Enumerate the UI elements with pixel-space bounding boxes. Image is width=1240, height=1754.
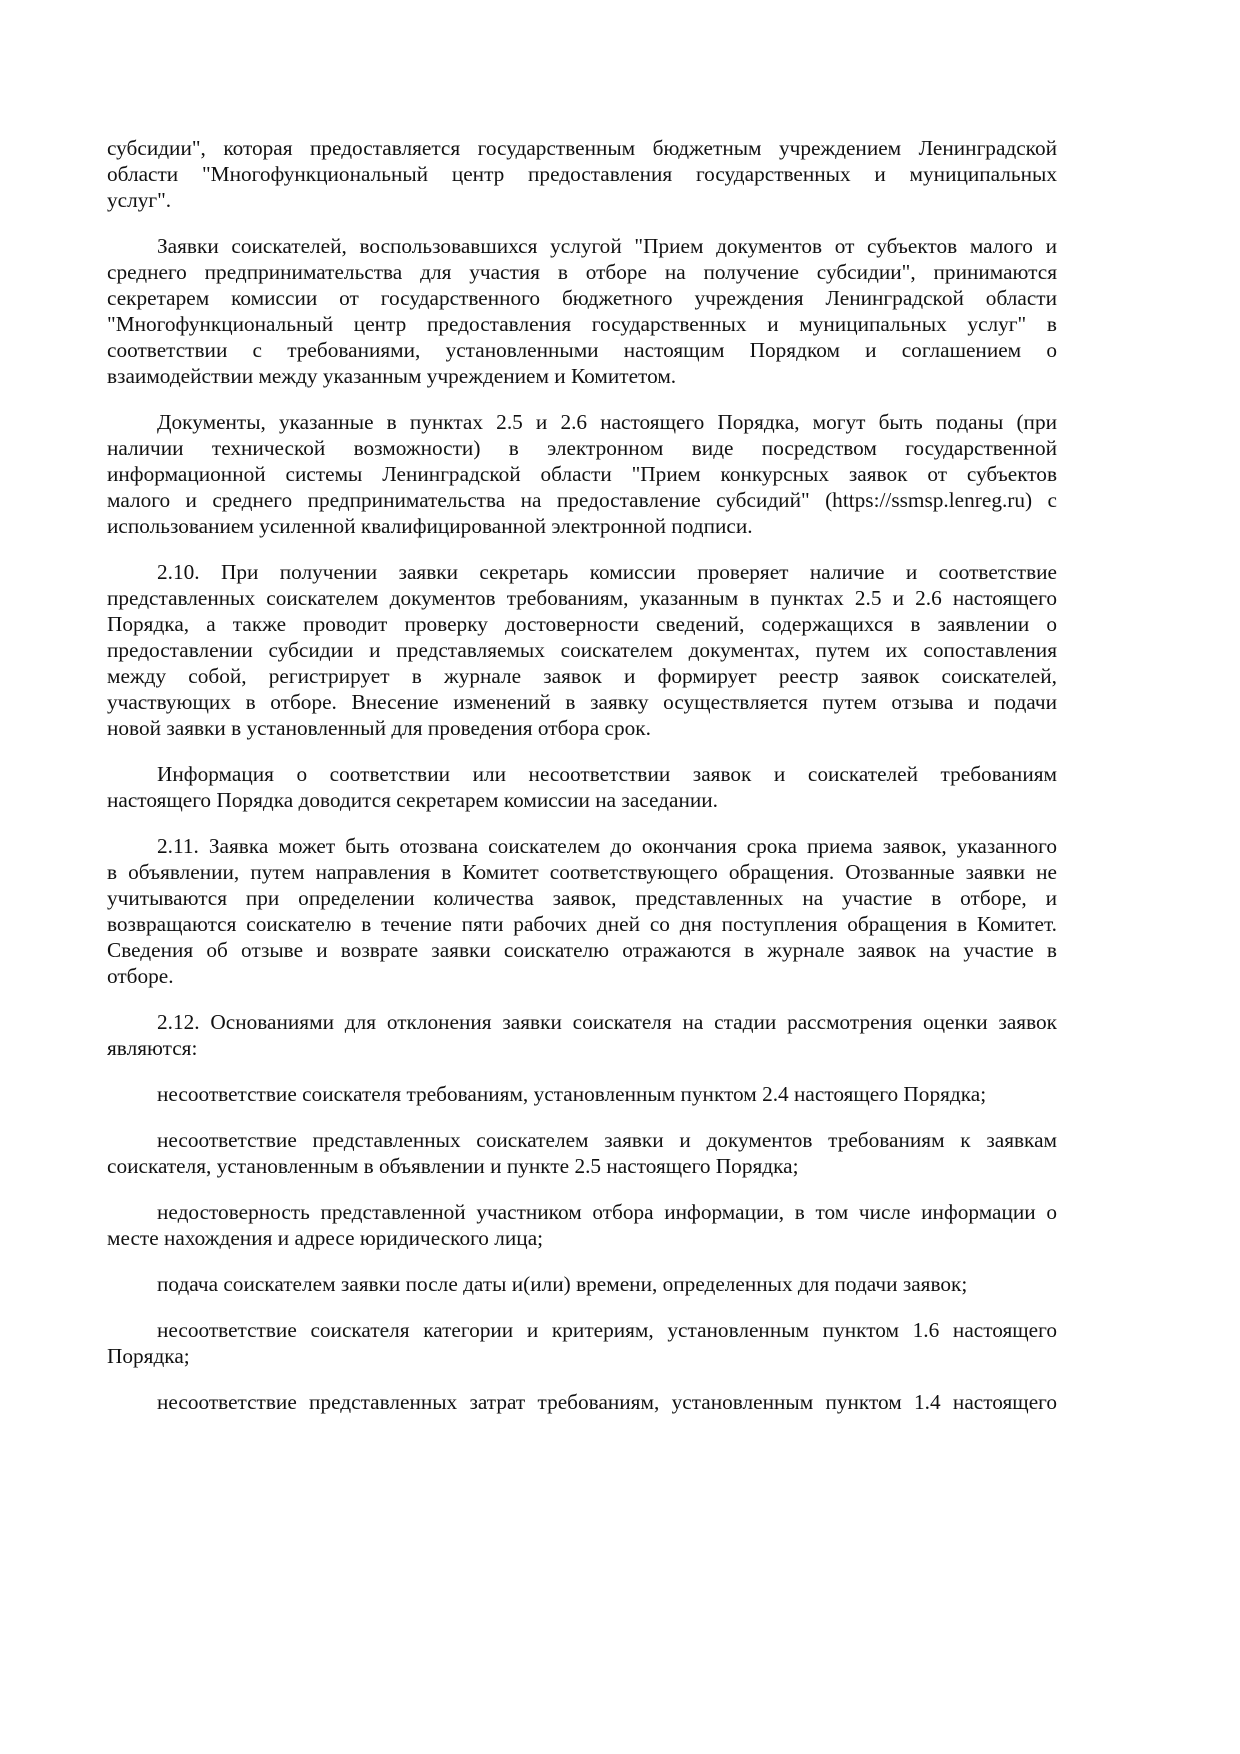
text-line: недостоверность представленной участником отбора информации, в том числе информации о — [157, 1200, 1057, 1224]
paragraph — [107, 1127, 1057, 1179]
text-line: участвующих в отборе. Внесение изменений в заявку осуществляется путем отзыва и подачи — [107, 690, 1057, 714]
text-line: несоответствие представленных соискателем заявки и документов требованиям к заявкам — [157, 1128, 1057, 1152]
text-line: 2.12. Основаниями для отклонения заявки соискателя на стадии рассмотрения оценки заявок — [157, 1010, 1057, 1034]
text-line: использованием усиленной квалифицированной электронной подписи. — [107, 514, 753, 538]
text-line: среднего предпринимательства для участия в отборе на получение субсидии", принимаются — [107, 260, 1057, 284]
text-line: новой заявки в установленный для проведения отбора срок. — [107, 716, 651, 740]
paragraph — [107, 1317, 1057, 1369]
text-line: в объявлении, путем направления в Комитет соответствующего обращения. Отозванные заявки не — [107, 860, 1057, 884]
text-line: представленных соискателем документов требованиям, указанным в пунктах 2.5 и 2.6 настоящего — [107, 586, 1057, 610]
text-line: настоящего Порядка доводится секретарем комиссии на заседании. — [107, 788, 718, 812]
text-line: возвращаются соискателю в течение пяти рабочих дней со дня поступления обращения в Комитет. — [107, 912, 1057, 936]
text-line: Документы, указанные в пунктах 2.5 и 2.6 настоящего Порядка, могут быть поданы (при — [157, 410, 1057, 434]
text-line: информационной системы Ленинградской области "Прием конкурсных заявок от субъектов — [107, 462, 1057, 486]
text-line: секретарем комиссии от государственного бюджетного учреждения Ленинградской области — [107, 286, 1057, 310]
paragraph — [107, 761, 1057, 813]
paragraph — [107, 233, 1057, 389]
text-line: Информация о соответствии или несоответствии заявок и соискателей требованиям — [157, 762, 1057, 786]
paragraph — [107, 1271, 1057, 1297]
text-line: являются: — [107, 1036, 198, 1060]
paragraph — [107, 1081, 1057, 1107]
text-line: Порядка, а также проводит проверку достоверности сведений, содержащихся в заявлении о — [107, 612, 1057, 636]
paragraph — [107, 1199, 1057, 1251]
text-line: Заявки соискателей, воспользовавшихся услугой "Прием документов от субъектов малого и — [157, 234, 1057, 258]
text-line: между собой, регистрирует в журнале заявок и формирует реестр заявок соискателей, — [107, 664, 1057, 688]
text-line: области "Многофункциональный центр предоставления государственных и муниципальных — [107, 162, 1057, 186]
text-line: субсидии", которая предоставляется государственным бюджетным учреждением Ленинградской — [107, 136, 1057, 160]
text-line: месте нахождения и адресе юридического лица; — [107, 1226, 544, 1250]
text-line: несоответствие соискателя категории и критериям, установленным пунктом 1.6 настоящего — [157, 1318, 1057, 1342]
text-line: предоставлении субсидии и представляемых соискателем документах, путем их сопоставления — [107, 638, 1057, 662]
text-line: взаимодействии между указанным учреждением и Комитетом. — [107, 364, 677, 388]
text-line: 2.10. При получении заявки секретарь комиссии проверяет наличие и соответствие — [157, 560, 1057, 584]
document-page — [107, 135, 1057, 1435]
text-line: отборе. — [107, 964, 174, 988]
text-line: соответствии с требованиями, установленными настоящим Порядком и соглашением о — [107, 338, 1057, 362]
text-line: Порядка; — [107, 1344, 190, 1368]
text-line: учитываются при определении количества заявок, представленных на участие в отборе, и — [107, 886, 1057, 910]
text-line: 2.11. Заявка может быть отозвана соискателем до окончания срока приема заявок, указанного — [157, 834, 1057, 858]
text-line: наличии технической возможности) в электронном виде посредством государственной — [107, 436, 1057, 460]
paragraph — [107, 409, 1057, 539]
text-line: подача соискателем заявки после даты и(или) времени, определенных для подачи заявок; — [157, 1272, 968, 1296]
text-line: соискателя, установленным в объявлении и пункте 2.5 настоящего Порядка; — [107, 1154, 799, 1178]
paragraph — [107, 833, 1057, 989]
paragraph — [107, 1009, 1057, 1061]
text-line: несоответствие представленных затрат требованиям, установленным пунктом 1.4 настоящего — [157, 1390, 1057, 1414]
text-line: услуг". — [107, 188, 172, 212]
text-line: "Многофункциональный центр предоставления государственных и муниципальных услуг" в — [107, 312, 1057, 336]
text-line: несоответствие соискателя требованиям, установленным пунктом 2.4 настоящего Порядка; — [157, 1082, 987, 1106]
paragraph — [107, 1389, 1057, 1415]
paragraph — [107, 135, 1057, 213]
paragraph — [107, 559, 1057, 741]
text-line: малого и среднего предпринимательства на предоставление субсидий" (https://ssmsp.lenreg.ru) с — [107, 488, 1057, 512]
text-line: Сведения об отзыве и возврате заявки соискателю отражаются в журнале заявок на участие в — [107, 938, 1057, 962]
